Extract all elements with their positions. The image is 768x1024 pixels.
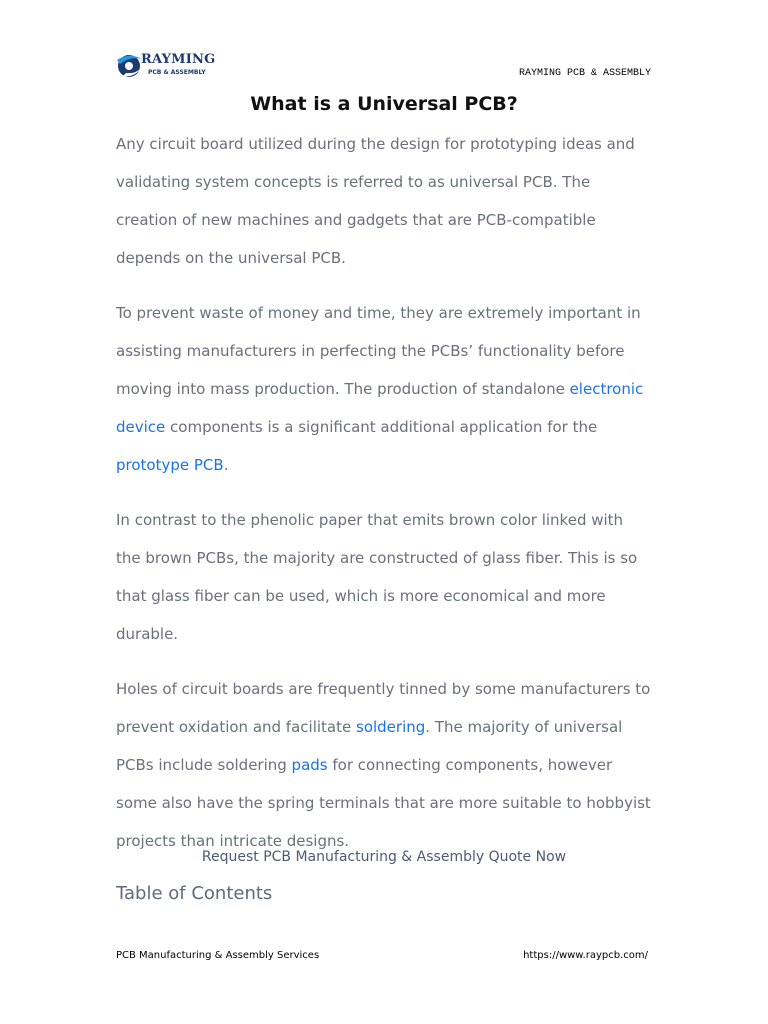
logo-swoosh-icon — [114, 50, 144, 80]
paragraph-2-text-a: To prevent waste of money and time, they are extremely important in assisting manufacturers in perfecting the PCBs’ functionality before moving into mass production. The production of standalone — [116, 304, 641, 398]
paragraph-1: Any circuit board utilized during the design for prototyping ideas and validating system concepts is referred to as universal PCB. The creation of new machines and gadgets that are PCB-compatible depends on the universal PCB. — [116, 135, 635, 267]
pads-link[interactable]: pads — [291, 756, 328, 774]
toc-heading: Table of Contents — [116, 883, 273, 904]
soldering-link[interactable]: soldering — [356, 718, 426, 736]
logo-tagline: PCB & ASSEMBLY — [148, 69, 206, 76]
electronic-device-link[interactable]: electronic device — [116, 380, 644, 436]
paragraph-2-text-c: . — [223, 456, 229, 474]
logo-name: RAYMING — [141, 52, 216, 67]
paragraph-4-text-a: Holes of circuit boards are frequently tinned by some manufacturers to prevent oxidation and facilitate — [116, 680, 651, 736]
paragraph-4-text-b: . The majority of universal PCBs include soldering — [116, 718, 623, 774]
footer-services: PCB Manufacturing & Assembly Services — [116, 950, 320, 961]
quote-request-link[interactable]: Request PCB Manufacturing & Assembly Quote Now — [201, 849, 567, 865]
prototype-pcb-link[interactable]: prototype PCB — [116, 456, 224, 474]
paragraph-4 — [116, 670, 652, 860]
paragraph-2 — [116, 294, 652, 484]
header-company-name: RAYMING PCB & ASSEMBLY — [518, 68, 651, 79]
footer-url[interactable]: https://www.raypcb.com/ — [523, 950, 648, 961]
article-body — [116, 125, 652, 877]
paragraph-3: In contrast to the phenolic paper that emits brown color linked with the brown PCBs, the majority are constructed of glass fiber. This is so that glass fiber can be used, which is more economical and more durable. — [116, 511, 638, 643]
page-title: What is a Universal PCB? — [250, 93, 518, 115]
rayming-logo — [114, 50, 224, 82]
paragraph-2-text-b: components is a significant additional application for the — [165, 418, 598, 436]
paragraph-4-text-c: for connecting components, however some also have the spring terminals that are more suitable to hobbyist projects than intricate designs. — [116, 756, 651, 850]
